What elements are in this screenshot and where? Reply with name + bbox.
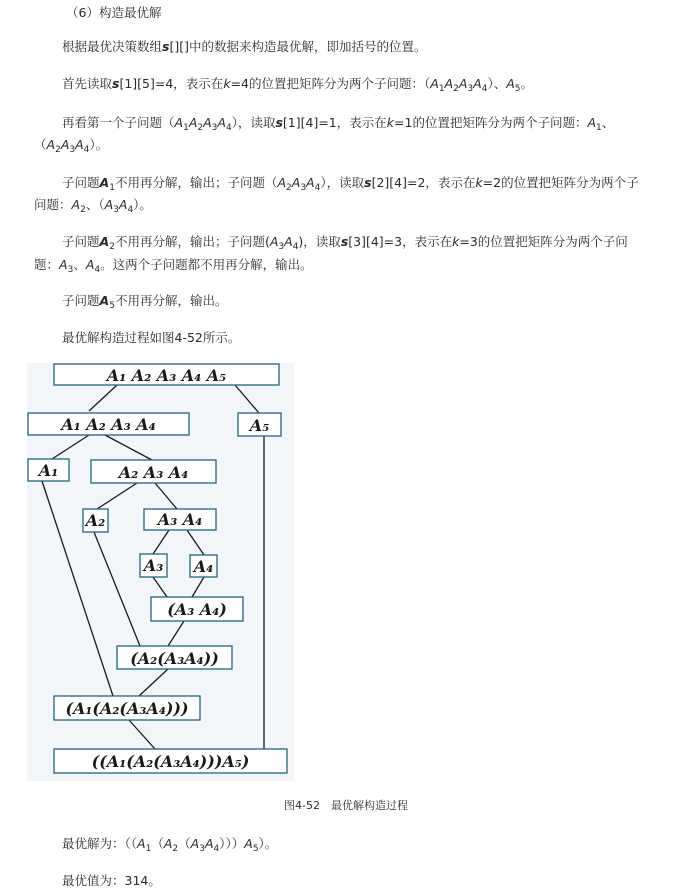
node-paren-a1-a4: (A₁(A₂(A₃A₄))) <box>65 699 189 718</box>
paragraph-4-line-1: 子问题$A_1$不用再分解，输出；子问题$(A_2A_3A_4)$，读取s[2][4]=2，表示在k=2的位置把矩阵分为两个子 <box>62 175 639 193</box>
node-a2: A₂ <box>85 511 106 530</box>
paragraph-2: 首先读取s[1][5]=4，表示在k=4的位置把矩阵分为两个子问题：$(A_1A_2A_3A_4)$、$A_5$。 <box>62 76 534 94</box>
paragraph-7: 最优解构造过程如图4-52所示。 <box>62 330 241 345</box>
node-a3: A₃ <box>143 556 164 575</box>
node-a1: A₁ <box>38 461 59 480</box>
paragraph-8: 最优解为：$((A_1(A_2(A_3A_4)))A_5)$。 <box>62 836 278 854</box>
figure-caption: 图4-52 最优解构造过程 <box>284 799 408 812</box>
paragraph-4-line-2: 问题：$A_2$、$(A_3A_4)$。 <box>34 197 152 215</box>
node-a5: A₅ <box>249 416 270 435</box>
paragraph-6: 子问题$A_5$不用再分解，输出。 <box>62 293 228 311</box>
node-a1-a5: A₁ A₂ A₃ A₄ A₅ <box>106 366 227 385</box>
construction-tree-diagram <box>27 363 294 781</box>
node-paren-a2-a4: (A₂(A₃A₄)) <box>130 649 219 668</box>
paragraph-9: 最优值为：314。 <box>62 873 161 888</box>
node-a2-a4: A₂ A₃ A₄ <box>118 463 189 482</box>
node-a3-a4: A₃ A₄ <box>157 510 203 529</box>
node-paren-a3-a4: (A₃ A₄) <box>167 600 227 619</box>
paragraph-5-line-1: 子问题$A_2$不用再分解，输出；子问题$(A_3A_4)$，读取s[3][4]=3，表示在k=3的位置把矩阵分为两个子问 <box>62 234 628 252</box>
optimal-solution-figure <box>27 363 294 781</box>
paragraph-3-line-2: $(A_2A_3A_4)$。 <box>34 137 109 155</box>
paragraph-5-line-2: 题：$A_3$、$A_4$。这两个子问题都不用再分解，输出。 <box>34 257 313 275</box>
paragraph-3-line-1: 再看第一个子问题$(A_1A_2A_3A_4)$，读取s[1][4]=1，表示在k=1的位置把矩阵分为两个子问题：$A_1$、 <box>62 115 615 133</box>
paragraph-1: 根据最优决策数组s[][]中的数据来构造最优解，即加括号的位置。 <box>62 39 427 54</box>
tree-labels <box>37 366 269 771</box>
node-a4: A₄ <box>193 557 214 576</box>
node-a1-a4: A₁ A₂ A₃ A₄ <box>61 415 156 434</box>
section-heading: （6）构造最优解 <box>66 5 162 20</box>
node-final: ((A₁(A₂(A₃A₄)))A₅) <box>91 752 250 771</box>
